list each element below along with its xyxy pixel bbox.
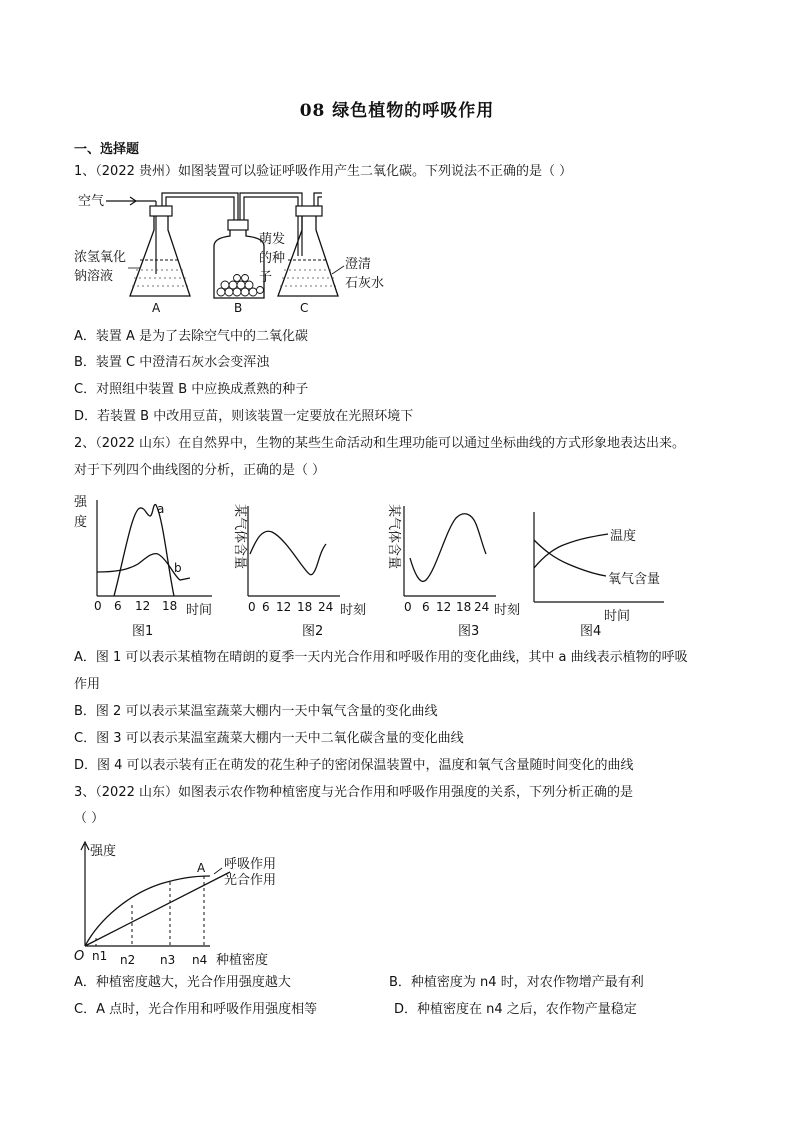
q3-option-a: A．种植密度越大，光合作用强度越大	[74, 975, 291, 990]
fig1-curve-a-label: a	[157, 502, 165, 516]
fig3-xlabel: 时刻	[494, 603, 521, 618]
flask-c	[278, 206, 338, 296]
q3-xlabel: 种植密度	[216, 953, 269, 968]
q1-apparatus-figure	[74, 186, 404, 318]
q2-stem-line-2: 对于下列四个曲线图的分析，正确的是（ ）	[74, 463, 326, 478]
q3-stem-line-1: 3、（2022 山东）如图表示农作物种植密度与光合作用和呼吸作用强度的关系，下列分析正确的是	[74, 785, 633, 800]
q3-option-c: C．A 点时，光合作用和呼吸作用强度相等	[74, 1002, 318, 1017]
q2-option-d: D．图 4 可以表示装有正在萌发的花生种子的密闭保温装置中，温度和氧气含量随时间变化的曲线	[74, 758, 634, 773]
q2-option-a-cont: 作用	[74, 677, 101, 692]
q2-stem-line-1: 2、（2022 山东）在自然界中，生物的某些生命活动和生理功能可以通过坐标曲线的方式形象地表达出来。	[74, 436, 685, 451]
seed-label-2: 的种	[259, 251, 286, 266]
q1-option-a: A．装置 A 是为了去除空气中的二氧化碳	[74, 329, 309, 344]
q3-respiration-label: 呼吸作用	[224, 857, 277, 872]
fig1-xlabel: 时间	[186, 603, 213, 618]
fig2-tick-24: 24	[318, 600, 334, 614]
q3-point-a: A	[197, 861, 206, 875]
fig3-tick-6: 6	[422, 600, 430, 614]
q1-stem: 1、（2022 贵州）如图装置可以验证呼吸作用产生二氧化碳。下列说法不正确的是（ ）	[74, 164, 573, 179]
fig4-curve-temperature	[534, 534, 608, 568]
fig1-ylabel-1: 强	[74, 495, 88, 510]
q3-photosynthesis-curve	[85, 876, 210, 946]
fig1-tick-18: 18	[162, 599, 178, 613]
q2-option-a: A．图 1 可以表示某植物在晴朗的夏季一天内光合作用和呼吸作用的变化曲线，其中 a 曲线表示植物的呼吸	[74, 650, 688, 665]
seed-label-3: 子	[259, 270, 273, 285]
q3-tick-n3: n3	[160, 953, 176, 967]
fig1-tick-0: 0	[94, 599, 102, 613]
fig3-tick-0: 0	[404, 600, 412, 614]
page-title: 08 绿色植物的呼吸作用	[299, 101, 495, 121]
tube-b-to-c	[244, 197, 298, 256]
fig4-curve-oxygen	[534, 540, 606, 576]
fig2-xlabel: 时刻	[340, 603, 367, 618]
fig3-caption: 图3	[458, 624, 480, 639]
flask-c-label: C	[300, 301, 309, 315]
seed-label-1: 萌发	[259, 232, 286, 247]
q2-option-c: C．图 3 可以表示某温室蔬菜大棚内一天中二氧化碳含量的变化曲线	[74, 731, 464, 746]
flask-a-label: A	[152, 301, 161, 315]
fig1-ylabel-2: 度	[74, 515, 88, 530]
q3-option-b: B．种植密度为 n4 时，对农作物增产最有利	[389, 975, 644, 990]
seeds	[217, 275, 264, 297]
fig2-tick-0: 0	[248, 600, 256, 614]
q3-respiration-line	[85, 872, 230, 946]
fig4-curve-oxygen-label: 氧气含量	[608, 572, 661, 587]
q2-figure-4	[524, 506, 684, 640]
q1-option-d: D．若装置 B 中改用豆苗，则该装置一定要放在光照环境下	[74, 409, 414, 424]
flask-a	[130, 206, 190, 296]
fig2-tick-12: 12	[276, 600, 292, 614]
tube-a-to-b	[166, 197, 234, 220]
q2-figure-2	[222, 496, 372, 640]
fig1-tick-6: 6	[114, 599, 122, 613]
q2-figure-1	[70, 488, 230, 640]
fig2-tick-18: 18	[297, 600, 313, 614]
section-heading: 一、选择题	[74, 142, 140, 157]
q3-photosynthesis-label: 光合作用	[224, 873, 277, 888]
q3-tick-n4: n4	[192, 953, 208, 967]
q3-stem-line-2: （ ）	[74, 811, 105, 826]
fig2-caption: 图2	[302, 624, 324, 639]
bottle-b-label: B	[234, 301, 243, 315]
fig1-tick-12: 12	[135, 599, 151, 613]
flask-c-solution-label-1: 澄清	[345, 257, 372, 272]
fig2-curve	[250, 531, 326, 575]
flask-a-solution-label-1: 浓氢氧化	[74, 250, 127, 265]
q2-figure-3	[378, 496, 528, 640]
fig4-caption: 图4	[580, 624, 602, 639]
fig3-ylabel: 某气体含量	[386, 504, 401, 570]
q3-figure	[70, 838, 310, 970]
fig3-curve	[410, 514, 486, 582]
q1-option-b: B．装置 C 中澄清石灰水会变浑浊	[74, 355, 270, 370]
fig2-ylabel: 某气体含量	[232, 504, 247, 570]
fig4-xlabel: 时间	[604, 609, 631, 624]
bottle-b	[214, 220, 264, 298]
fig3-tick-18: 18	[456, 600, 472, 614]
q3-origin: O	[74, 949, 85, 964]
q3-ylabel: 强度	[90, 844, 117, 859]
fig3-tick-24: 24	[474, 600, 490, 614]
fig3-tick-12: 12	[436, 600, 452, 614]
q1-option-c: C．对照组中装置 B 中应换成煮熟的种子	[74, 382, 309, 397]
q3-tick-n2: n2	[120, 953, 136, 967]
fig1-curve-a	[114, 505, 174, 596]
q2-option-b: B．图 2 可以表示某温室蔬菜大棚内一天中氧气含量的变化曲线	[74, 704, 438, 719]
fig4-curve-temperature-label: 温度	[610, 529, 637, 544]
q3-option-d: D．种植密度在 n4 之后，农作物产量稳定	[394, 1002, 637, 1017]
fig1-caption: 图1	[132, 624, 154, 639]
flask-a-solution-label-2: 钠溶液	[74, 269, 114, 284]
air-label: 空气	[78, 194, 105, 209]
q3-tick-n1: n1	[92, 949, 108, 963]
flask-c-solution-label-2: 石灰水	[345, 276, 385, 291]
fig1-curve-b-label: b	[174, 561, 182, 575]
fig2-tick-6: 6	[262, 600, 270, 614]
